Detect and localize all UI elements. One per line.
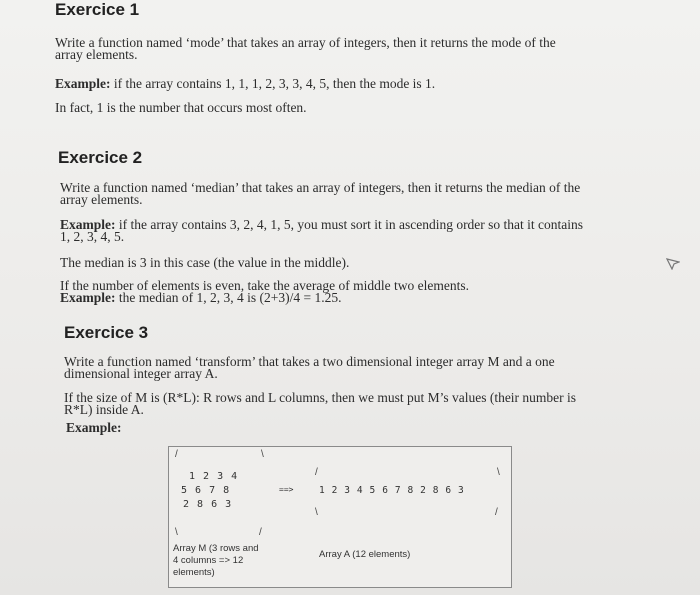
- ex2-desc-line2: array elements.: [60, 192, 143, 207]
- ex3-size-line1: If the size of M is (R*L): R rows and L columns, then we must put M’s values (their number is: [64, 390, 577, 405]
- bracket-top-right-icon: \: [261, 449, 264, 460]
- caption-array: Array A (12 elements): [319, 549, 411, 560]
- ex1-example-label: Example:: [55, 76, 111, 91]
- ex2-title: Exercice 2: [58, 148, 143, 167]
- array-bracket-top-right-icon: \: [497, 467, 500, 478]
- ex1-desc-line1: Write a function named ‘mode’ that takes an array of integers, then it returns the mode of the: [55, 35, 556, 50]
- ex1-desc-line2: array elements.: [55, 47, 138, 62]
- ex1-title: Exercice 1: [55, 0, 140, 19]
- matrix-row-3: 2 8 6 3: [183, 499, 233, 510]
- ex2-description: [60, 182, 670, 206]
- ex3-desc-line1: Write a function named ‘transform’ that takes a two dimensional integer array M and a one: [64, 354, 555, 369]
- ex2-example2-text: the median of 1, 2, 3, 4 is (2+3)/4 = 1.25.: [115, 290, 342, 305]
- ex2-desc-line1: Write a function named ‘median’ that takes an array of integers, then it returns the median of the: [60, 180, 581, 195]
- ex3-example: [66, 421, 122, 435]
- example-figure: [168, 446, 512, 588]
- bracket-bottom-right-icon: /: [259, 527, 262, 538]
- array-bracket-top-left-icon: /: [315, 467, 318, 478]
- ex2-median-line: The median is 3 in this case (the value in the middle).: [60, 255, 350, 270]
- ex3-description: [64, 356, 664, 380]
- ex3-example-label: Example:: [66, 420, 122, 435]
- transform-arrow: ==>: [279, 485, 294, 494]
- ex1-example-text: if the array contains 1, 1, 1, 2, 3, 3, 4, 5, then the mode is 1.: [110, 76, 436, 91]
- ex1-description: [55, 37, 675, 61]
- bracket-bottom-left-icon: \: [175, 527, 178, 538]
- caption-matrix-line2: 4 columns => 12: [173, 555, 244, 566]
- matrix-row-1: 1 2 3 4: [189, 471, 239, 482]
- array-values: 1 2 3 4 5 6 7 8 2 8 6 3: [319, 485, 465, 496]
- ex3-desc-line2: dimensional integer array A.: [64, 366, 218, 381]
- caption-matrix-line3: elements): [173, 567, 215, 578]
- array-bracket-bottom-right-icon: /: [495, 507, 498, 518]
- caption-matrix: [173, 543, 259, 579]
- ex2-even-line: If the number of elements is even, take the average of middle two elements.: [60, 278, 469, 293]
- ex1-fact: In fact, 1 is the number that occurs most often.: [55, 100, 307, 115]
- ex2-example-label: Example:: [60, 217, 116, 232]
- ex2-example-text: if the array contains 3, 2, 4, 1, 5, you must sort it in ascending order so that it contains: [115, 217, 584, 232]
- matrix-row-2: 5 6 7 8: [181, 485, 231, 496]
- ex3-title: Exercice 3: [64, 323, 149, 342]
- caption-matrix-line1: Array M (3 rows and: [173, 543, 259, 554]
- ex2-even-block: [60, 280, 660, 304]
- bracket-top-left-icon: /: [175, 449, 178, 460]
- ex2-example2-label: Example:: [60, 290, 116, 305]
- ex2-example-line2: 1, 2, 3, 4, 5.: [60, 229, 125, 244]
- ex1-example: [55, 77, 435, 91]
- array-bracket-bottom-left-icon: \: [315, 507, 318, 518]
- pointer-icon: [666, 258, 680, 275]
- ex2-example: [60, 219, 680, 243]
- ex3-size-line2: R*L) inside A.: [64, 402, 144, 417]
- ex3-size-block: [64, 392, 664, 416]
